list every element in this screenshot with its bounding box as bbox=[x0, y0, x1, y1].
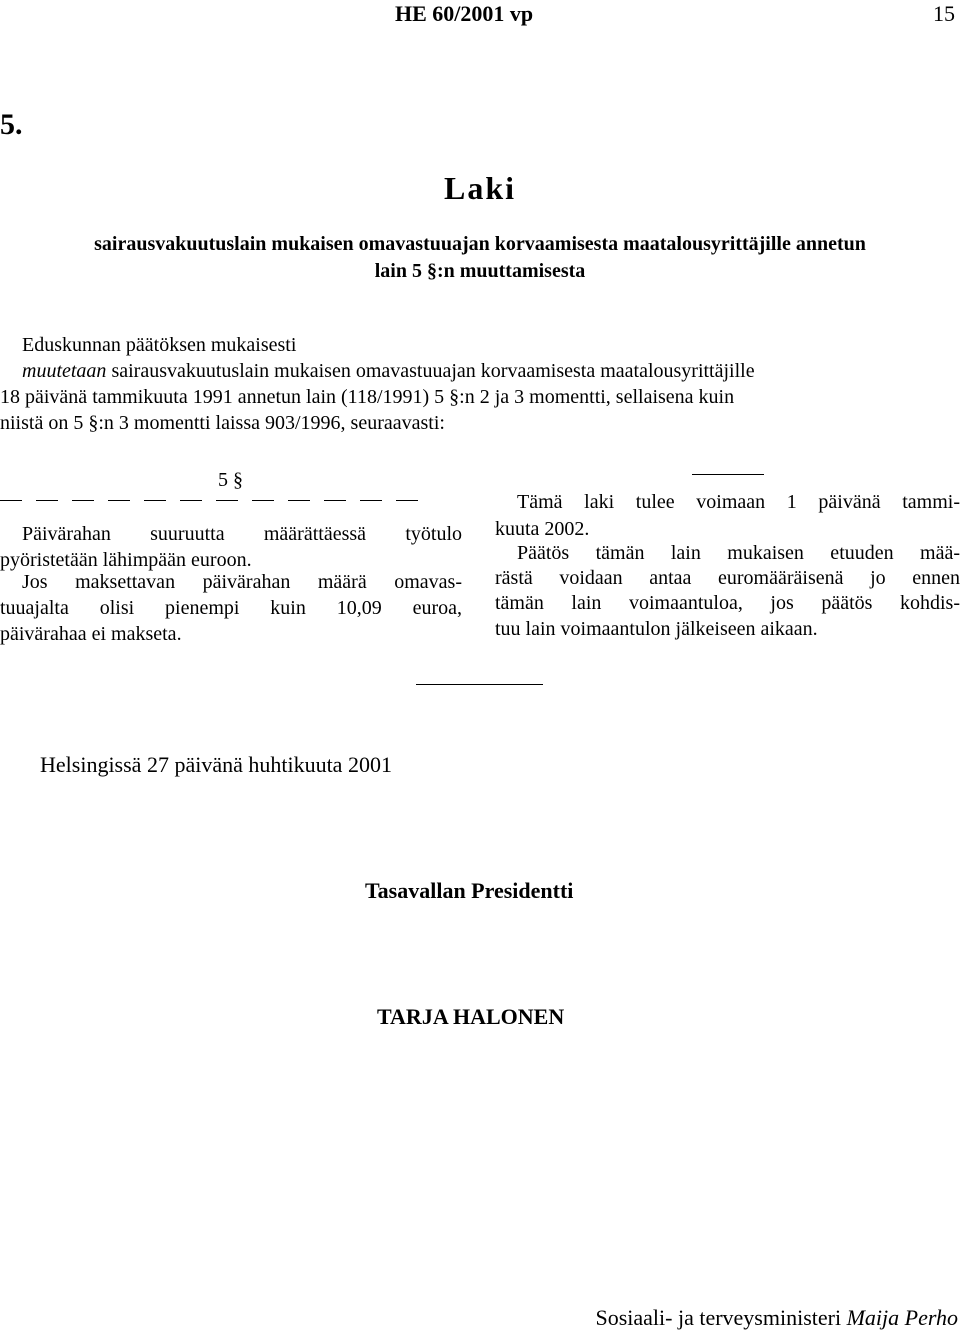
omission-dash bbox=[72, 500, 94, 501]
omission-dash bbox=[360, 500, 382, 501]
page-number: 15 bbox=[933, 1, 955, 26]
omission-dash bbox=[36, 500, 58, 501]
preamble-line-1: Eduskunnan päätöksen mukaisesti bbox=[22, 334, 297, 356]
right-column-line: rästä voidaan antaa euromääräisenä jo ennen bbox=[495, 567, 960, 589]
preamble-line-4: niistä on 5 §:n 3 momentti laissa 903/1996, seuraavasti: bbox=[0, 412, 445, 434]
separator-rule bbox=[692, 474, 764, 475]
amend-verb: muutetaan bbox=[22, 360, 107, 382]
omission-dash bbox=[396, 500, 418, 501]
minister-name: Maija Perho bbox=[846, 1305, 958, 1330]
place-and-date: Helsingissä 27 päivänä huhtikuuta 2001 bbox=[40, 752, 392, 777]
left-column-line: päivärahaa ei makseta. bbox=[0, 623, 182, 645]
left-column-line: tuuajalta olisi pienempi kuin 10,09 euroa, bbox=[0, 597, 462, 619]
law-subtitle-line2: lain 5 §:n muuttamisesta bbox=[374, 260, 586, 282]
president-title: Tasavallan Presidentti bbox=[365, 878, 574, 903]
omission-dash bbox=[324, 500, 346, 501]
left-column-line: pyöristetään lähimpään euroon. bbox=[0, 549, 252, 571]
law-subtitle-line1: sairausvakuutuslain mukaisen omavastuuajan korvaamisesta maatalousyrittäjille annetun bbox=[94, 233, 866, 255]
right-column-line: tämän lain voimaantuloa, jos päätös kohdis- bbox=[495, 592, 960, 614]
preamble-line-2-rest: sairausvakuutuslain mukaisen omavastuuajan korvaamisesta maatalousyrittäjille bbox=[106, 360, 755, 382]
omission-dash bbox=[0, 500, 22, 501]
right-column-line: Tämä laki tulee voimaan 1 päivänä tammi- bbox=[517, 491, 960, 513]
omission-dash bbox=[288, 500, 310, 501]
omission-dash bbox=[108, 500, 130, 501]
right-column-line: tuu lain voimaantulon jälkeiseen aikaan. bbox=[495, 618, 818, 640]
left-column-line: Päivärahan suuruutta määrättäessä työtulo bbox=[22, 523, 462, 545]
section-heading: 5 § bbox=[218, 469, 243, 491]
section-number: 5. bbox=[0, 108, 23, 141]
section-separator-rule bbox=[416, 684, 543, 685]
right-column-line: Päätös tämän lain mukaisen etuuden mää- bbox=[517, 542, 960, 564]
omission-dash bbox=[144, 500, 166, 501]
minister-title: Sosiaali- ja terveysministeri bbox=[595, 1305, 847, 1330]
document-reference: HE 60/2001 vp bbox=[395, 1, 534, 26]
omission-dash bbox=[252, 500, 274, 501]
omission-dash bbox=[180, 500, 202, 501]
preamble-line-2 bbox=[22, 360, 755, 383]
left-column-line: Jos maksettavan päivärahan määrä omavas- bbox=[22, 571, 462, 593]
law-title: Laki bbox=[443, 170, 517, 206]
minister-signature bbox=[595, 1305, 958, 1331]
president-name: TARJA HALONEN bbox=[377, 1004, 565, 1029]
right-column-line: kuuta 2002. bbox=[495, 518, 590, 540]
omission-dash bbox=[216, 500, 238, 501]
preamble-line-3: 18 päivänä tammikuuta 1991 annetun lain (118/1991) 5 §:n 2 ja 3 momentti, sellaisena kuin bbox=[0, 386, 735, 408]
